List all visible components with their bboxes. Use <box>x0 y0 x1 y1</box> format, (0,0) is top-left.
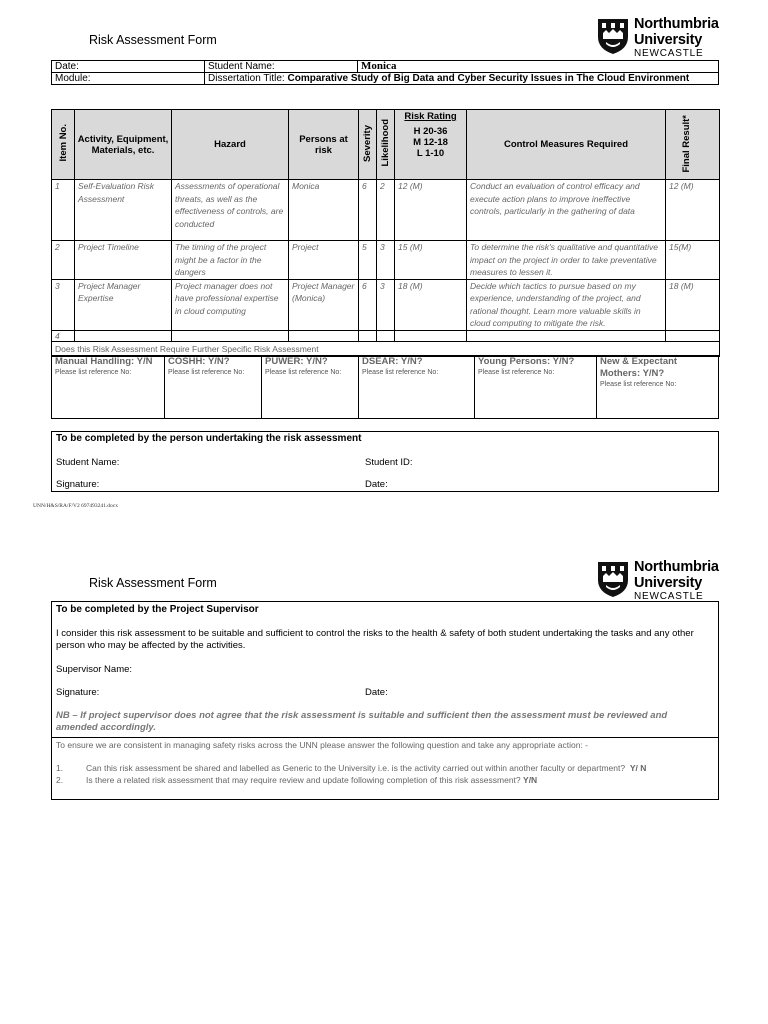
row1-controls: Conduct an evaluation of control efficacy and execute action plans to improve ineffective controls, particularly in the gathering of data <box>467 180 666 241</box>
question-2-answer: Y/N <box>523 775 538 785</box>
logo-line-3: NEWCASTLE <box>634 591 704 602</box>
row2-activity: Project Timeline <box>75 241 172 280</box>
row2-no: 2 <box>52 241 75 280</box>
row3-likelihood: 3 <box>377 279 395 330</box>
question-2-text: Is there a related risk assessment that may require review and update following completion of this risk assessment? <box>86 775 521 785</box>
row4-likelihood <box>377 330 395 341</box>
supervisor-statement: I consider this risk assessment to be suitable and sufficient to control the risks to the health & safety of both student undertaking the tasks and any other person who may be affected by the activities. <box>56 628 694 651</box>
table-row <box>52 279 720 330</box>
logo-line-2: University <box>634 574 703 591</box>
module-label: Module: <box>55 73 91 84</box>
specific-assessments-table <box>51 355 719 419</box>
row1-activity: Self-Evaluation Risk Assessment <box>75 180 172 241</box>
row4-controls <box>467 330 666 341</box>
dissertation-cell <box>205 73 719 85</box>
row1-likelihood: 2 <box>377 180 395 241</box>
row2-final: 15(M) <box>666 241 720 280</box>
risk-rating-title: Risk Rating <box>404 111 457 122</box>
manual-handling-cell: Manual Handling: Y/N Please list reference No: <box>52 356 165 419</box>
supervisor-name-label: Supervisor Name: <box>56 664 133 675</box>
header-activity: Activity, Equipment, Materials, etc. <box>75 110 172 180</box>
date-cell <box>52 61 205 73</box>
header-likelihood: Likelihood <box>377 110 395 180</box>
header-item-no: Item No. <box>52 110 75 180</box>
supervisor-box-title: To be completed by the Project Supervisor <box>56 604 259 615</box>
row1-rating: 12 (M) <box>395 180 467 241</box>
row4-persons <box>289 330 359 341</box>
student-name-label: Student Name: <box>208 61 275 72</box>
form-title-page-2: Risk Assessment Form <box>89 576 217 590</box>
row4-hazard <box>172 330 289 341</box>
row2-severity: 5 <box>359 241 377 280</box>
student-name-value: Monica <box>361 60 397 72</box>
supervisor-date-label: Date: <box>365 687 388 698</box>
university-crest-icon <box>596 17 630 55</box>
document-code: UNN/H&S/RA/F/V2 697493241.docx <box>33 503 118 509</box>
university-logo-page-2 <box>596 560 719 602</box>
table-row <box>52 330 720 341</box>
logo-line-3: NEWCASTLE <box>634 48 704 59</box>
header-persons-at-risk: Persons at risk <box>289 110 359 180</box>
coshh-cell: COSHH: Y/N? Please list reference No: <box>165 356 262 419</box>
student-name-field-label: Student Name: <box>56 457 120 468</box>
student-id-field-label: Student ID: <box>365 457 413 468</box>
puwer-cell: PUWER: Y/N? Please list reference No: <box>262 356 359 419</box>
date-label: Date: <box>55 61 79 72</box>
dissertation-title: Comparative Study of Big Data and Cyber Security Issues in The Cloud Environment <box>287 73 690 84</box>
new-expectant-mothers-cell: New & Expectant Mothers: Y/N? Please list reference No: <box>597 356 719 419</box>
row4-rating <box>395 330 467 341</box>
risk-rating-high: H 20-36 <box>413 126 448 137</box>
student-name-label-cell <box>205 61 358 73</box>
row4-severity <box>359 330 377 341</box>
risk-table <box>51 109 720 357</box>
logo-line-2: University <box>634 31 703 48</box>
logo-line-1: Northumbria <box>634 16 719 32</box>
risk-rating-medium: M 12-18 <box>413 137 448 148</box>
risk-rating-low: L 1-10 <box>416 148 445 159</box>
row1-hazard: Assessments of operational threats, as well as the effectiveness of controls, are conducted <box>172 180 289 241</box>
question-2 <box>56 775 711 785</box>
person-undertaking-box <box>51 431 719 492</box>
row4-activity <box>75 330 172 341</box>
question-1-text: Can this risk assessment be shared and labelled as Generic to the University i.e. is the activity carried out within another faculty or department? <box>86 763 626 773</box>
row3-activity: Project Manager Expertise <box>75 279 172 330</box>
supervisor-signature-label: Signature: <box>56 687 100 698</box>
row1-no: 1 <box>52 180 75 241</box>
row1-persons: Monica <box>289 180 359 241</box>
row3-final: 18 (M) <box>666 279 720 330</box>
row3-rating: 18 (M) <box>395 279 467 330</box>
consistency-intro: To ensure we are consistent in managing safety risks across the UNN please answer the following question and take any appropriate action: - <box>56 740 589 750</box>
university-logo <box>596 17 719 59</box>
student-name-value-cell <box>358 61 719 73</box>
question-1-number: 1. <box>56 763 64 773</box>
supervisor-box <box>51 601 719 800</box>
signature-field-label: Signature: <box>56 479 100 490</box>
row3-controls: Decide which tactics to pursue based on my experience, understanding of the project, and rational thought. Learn more valuable skills in cloud computing to mitigate the risk. <box>467 279 666 330</box>
row2-likelihood: 3 <box>377 241 395 280</box>
row1-final: 12 (M) <box>666 180 720 241</box>
question-1-answer: Y/ N <box>629 763 647 773</box>
row2-persons: Project <box>289 241 359 280</box>
module-cell <box>52 73 205 85</box>
row3-hazard: Project manager does not have professional expertise in cloud computing <box>172 279 289 330</box>
logo-line-1: Northumbria <box>634 559 719 575</box>
header-risk-rating <box>395 110 467 180</box>
header-final-result: Final Result* <box>666 110 720 180</box>
university-crest-icon <box>596 560 630 598</box>
question-1 <box>56 763 711 773</box>
young-persons-cell: Young Persons: Y/N? Please list reference No: <box>475 356 597 419</box>
table-row <box>52 241 720 280</box>
row3-persons: Project Manager (Monica) <box>289 279 359 330</box>
supervisor-divider <box>52 737 718 738</box>
header-hazard: Hazard <box>172 110 289 180</box>
row2-controls: To determine the risk's qualitative and quantitative impact on the project in order to take preventative measures to lessen it. <box>467 241 666 280</box>
row3-no: 3 <box>52 279 75 330</box>
nb-note: NB – If project supervisor does not agree that the risk assessment is suitable and sufficient then the assessment must be reviewed and amended accordingly. <box>56 710 668 733</box>
form-title: Risk Assessment Form <box>89 33 217 47</box>
header-severity: Severity <box>359 110 377 180</box>
header-table <box>51 60 719 85</box>
table-row <box>52 180 720 241</box>
date-field-label: Date: <box>365 479 388 490</box>
dsear-cell: DSEAR: Y/N? Please list reference No: <box>359 356 475 419</box>
question-2-number: 2. <box>56 775 64 785</box>
further-assessment-question: Does this Risk Assessment Require Further Specific Risk Assessment <box>52 341 720 356</box>
person-box-title: To be completed by the person undertaking the risk assessment <box>56 433 362 444</box>
row3-severity: 6 <box>359 279 377 330</box>
row1-severity: 6 <box>359 180 377 241</box>
dissertation-label: Dissertation Title: <box>208 73 288 84</box>
row2-rating: 15 (M) <box>395 241 467 280</box>
row4-final <box>666 330 720 341</box>
header-control-measures: Control Measures Required <box>467 110 666 180</box>
row4-no: 4 <box>52 330 75 341</box>
row2-hazard: The timing of the project might be a factor in the dangers <box>172 241 289 280</box>
